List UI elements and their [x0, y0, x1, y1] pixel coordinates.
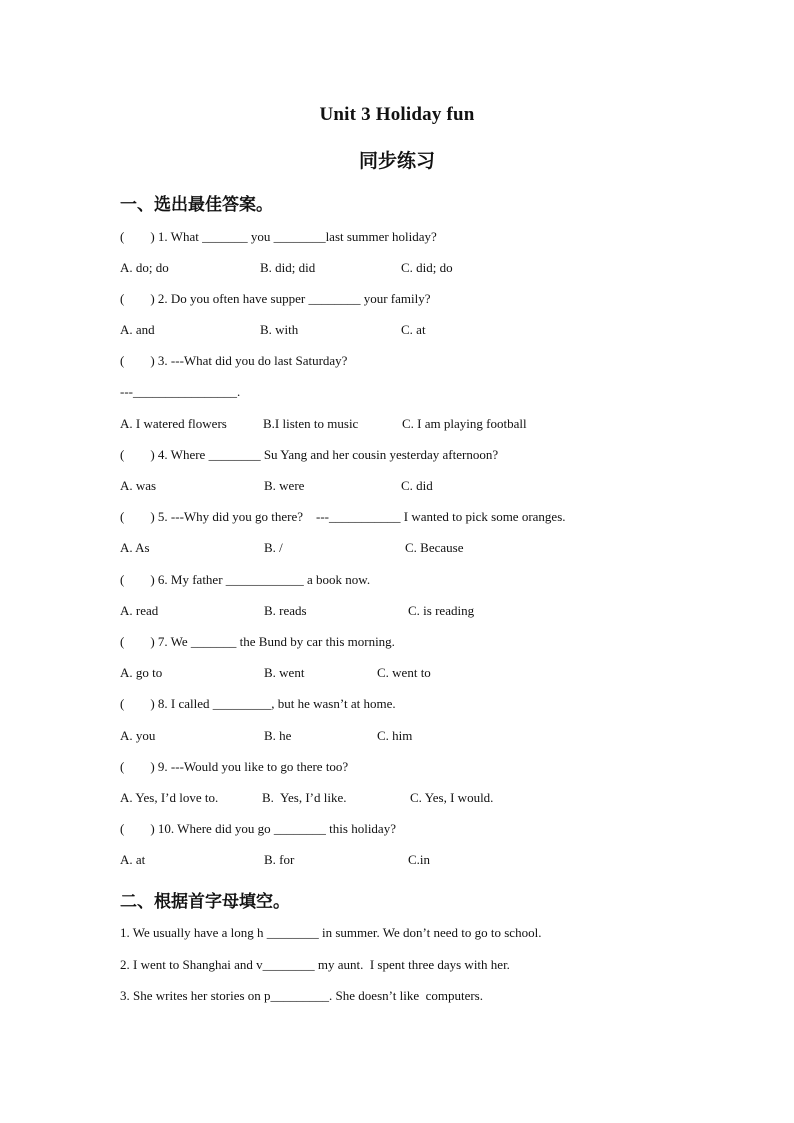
question-7-option-a: A. go to — [120, 665, 163, 680]
fill-in-item-1: 1. We usually have a long h ________ in summer. We don’t need to go to school. — [120, 925, 542, 940]
question-3-option-b: B.I listen to music — [263, 416, 359, 431]
question-8: ( ) 8. I called _________, but he wasn’t at home. — [120, 696, 396, 711]
question-6: ( ) 6. My father ____________ a book now. — [120, 572, 371, 587]
section-2-heading: 二、根据首字母填空。 — [120, 892, 290, 912]
question-8-option-c: C. him — [377, 728, 413, 743]
question-4-option-c: C. did — [401, 478, 433, 493]
question-5-option-b: B. / — [264, 540, 283, 555]
question-1: ( ) 1. What _______ you ________last summer holiday? — [120, 229, 437, 244]
question-5: ( ) 5. ---Why did you go there? ---___________ I wanted to pick some oranges. — [120, 509, 566, 524]
question-2-option-c: C. at — [401, 322, 426, 337]
question-10: ( ) 10. Where did you go ________ this holiday? — [120, 821, 396, 836]
question-3: ( ) 3. ---What did you do last Saturday? — [120, 353, 348, 368]
question-8-option-a: A. you — [120, 728, 156, 743]
question-7-option-c: C. went to — [377, 665, 431, 680]
question-7-option-b: B. went — [264, 665, 305, 680]
question-9-option-c: C. Yes, I would. — [410, 790, 494, 805]
fill-in-item-3: 3. She writes her stories on p_________. She doesn’t like computers. — [120, 988, 483, 1003]
question-1-option-b: B. did; did — [260, 260, 316, 275]
question-8-option-b: B. he — [264, 728, 292, 743]
question-4-option-a: A. was — [120, 478, 157, 493]
page-title: Unit 3 Holiday fun — [319, 104, 475, 125]
question-1-option-a: A. do; do — [120, 260, 169, 275]
question-2-option-b: B. with — [260, 322, 299, 337]
question-3-option-c: C. I am playing football — [402, 416, 527, 431]
question-9: ( ) 9. ---Would you like to go there too? — [120, 759, 349, 774]
question-2-option-a: A. and — [120, 322, 155, 337]
question-1-option-c: C. did; do — [401, 260, 453, 275]
question-4-option-b: B. were — [264, 478, 305, 493]
question-5-option-a: A. As — [120, 540, 150, 555]
question-9-option-a: A. Yes, I’d love to. — [120, 790, 219, 805]
question-10-option-a: A. at — [120, 852, 146, 867]
question-9-option-b: B. Yes, I’d like. — [262, 790, 347, 805]
question-7: ( ) 7. We _______ the Bund by car this morning. — [120, 634, 395, 649]
question-6-option-a: A. read — [120, 603, 159, 618]
question-10-option-b: B. for — [264, 852, 295, 867]
question-6-option-c: C. is reading — [408, 603, 475, 618]
question-3-option-a: A. I watered flowers — [120, 416, 227, 431]
question-5-option-c: C. Because — [405, 540, 464, 555]
question-2: ( ) 2. Do you often have supper ________ your family? — [120, 291, 431, 306]
question-3-answer-line: ---________________. — [120, 384, 241, 399]
question-10-option-c: C.in — [408, 852, 431, 867]
section-1-heading: 一、选出最佳答案。 — [120, 195, 273, 215]
fill-in-item-2: 2. I went to Shanghai and v________ my aunt. I spent three days with her. — [120, 957, 510, 972]
page-subtitle: 同步练习 — [358, 150, 435, 172]
question-6-option-b: B. reads — [264, 603, 307, 618]
question-4: ( ) 4. Where ________ Su Yang and her cousin yesterday afternoon? — [120, 447, 499, 462]
